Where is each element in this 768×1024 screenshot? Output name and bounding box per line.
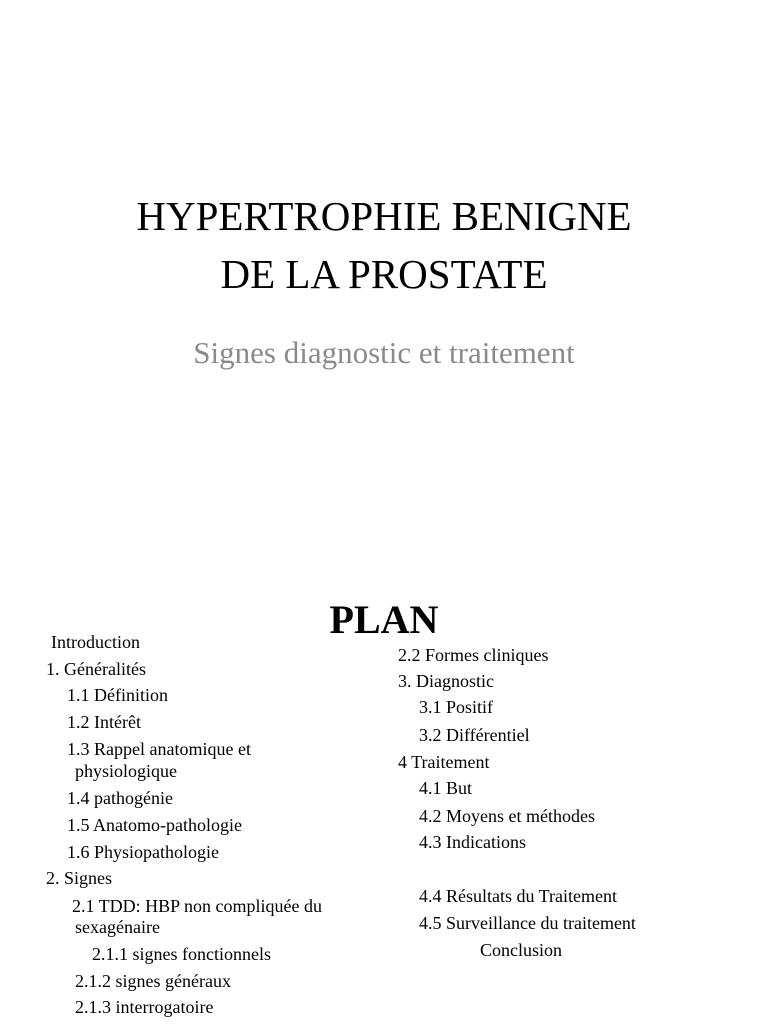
plan-item: 1.6 Physiopathologie [67, 842, 219, 862]
plan-item: 2.1 TDD: HBP non compliquée du [72, 896, 322, 916]
title-line-2: DE LA PROSTATE [220, 251, 548, 297]
plan-item: 3.2 Différentiel [419, 725, 530, 745]
plan-item: Introduction [51, 632, 140, 652]
plan-item: 3.1 Positif [419, 697, 494, 717]
plan-item: Conclusion [480, 940, 563, 960]
plan-item: 3. Diagnostic [398, 671, 494, 691]
plan-item: 1.5 Anatomo-pathologie [67, 815, 242, 835]
plan-item: 1.1 Définition [67, 685, 168, 705]
plan-item: physiologique [75, 761, 177, 781]
plan-item: 4 Traitement [398, 752, 490, 772]
plan-item: 4.4 Résultats du Traitement [419, 886, 617, 906]
plan-item: 1. Généralités [46, 659, 146, 679]
title-line-1: HYPERTROPHIE BENIGNE [136, 193, 632, 239]
plan-item: 4.5 Surveillance du traitement [419, 913, 636, 933]
plan-item: 2.2 Formes cliniques [398, 645, 549, 665]
plan-heading: PLAN [329, 597, 439, 642]
plan-item: 2.1.1 signes fonctionnels [92, 944, 271, 964]
subtitle: Signes diagnostic et traitement [193, 335, 575, 370]
plan-item: 1.2 Intérêt [67, 712, 141, 732]
plan-item: 4.3 Indications [419, 832, 526, 852]
plan-item: 2.1.3 interrogatoire [75, 997, 214, 1017]
plan-item: sexagénaire [75, 917, 160, 937]
plan-item: 2. Signes [46, 868, 113, 888]
plan-item: 4.2 Moyens et méthodes [419, 806, 595, 826]
plan-item: 1.4 pathogénie [67, 788, 173, 808]
plan-item: 1.3 Rappel anatomique et [67, 739, 251, 759]
plan-item: 4.1 But [419, 778, 473, 798]
plan-item: 2.1.2 signes généraux [75, 971, 231, 991]
